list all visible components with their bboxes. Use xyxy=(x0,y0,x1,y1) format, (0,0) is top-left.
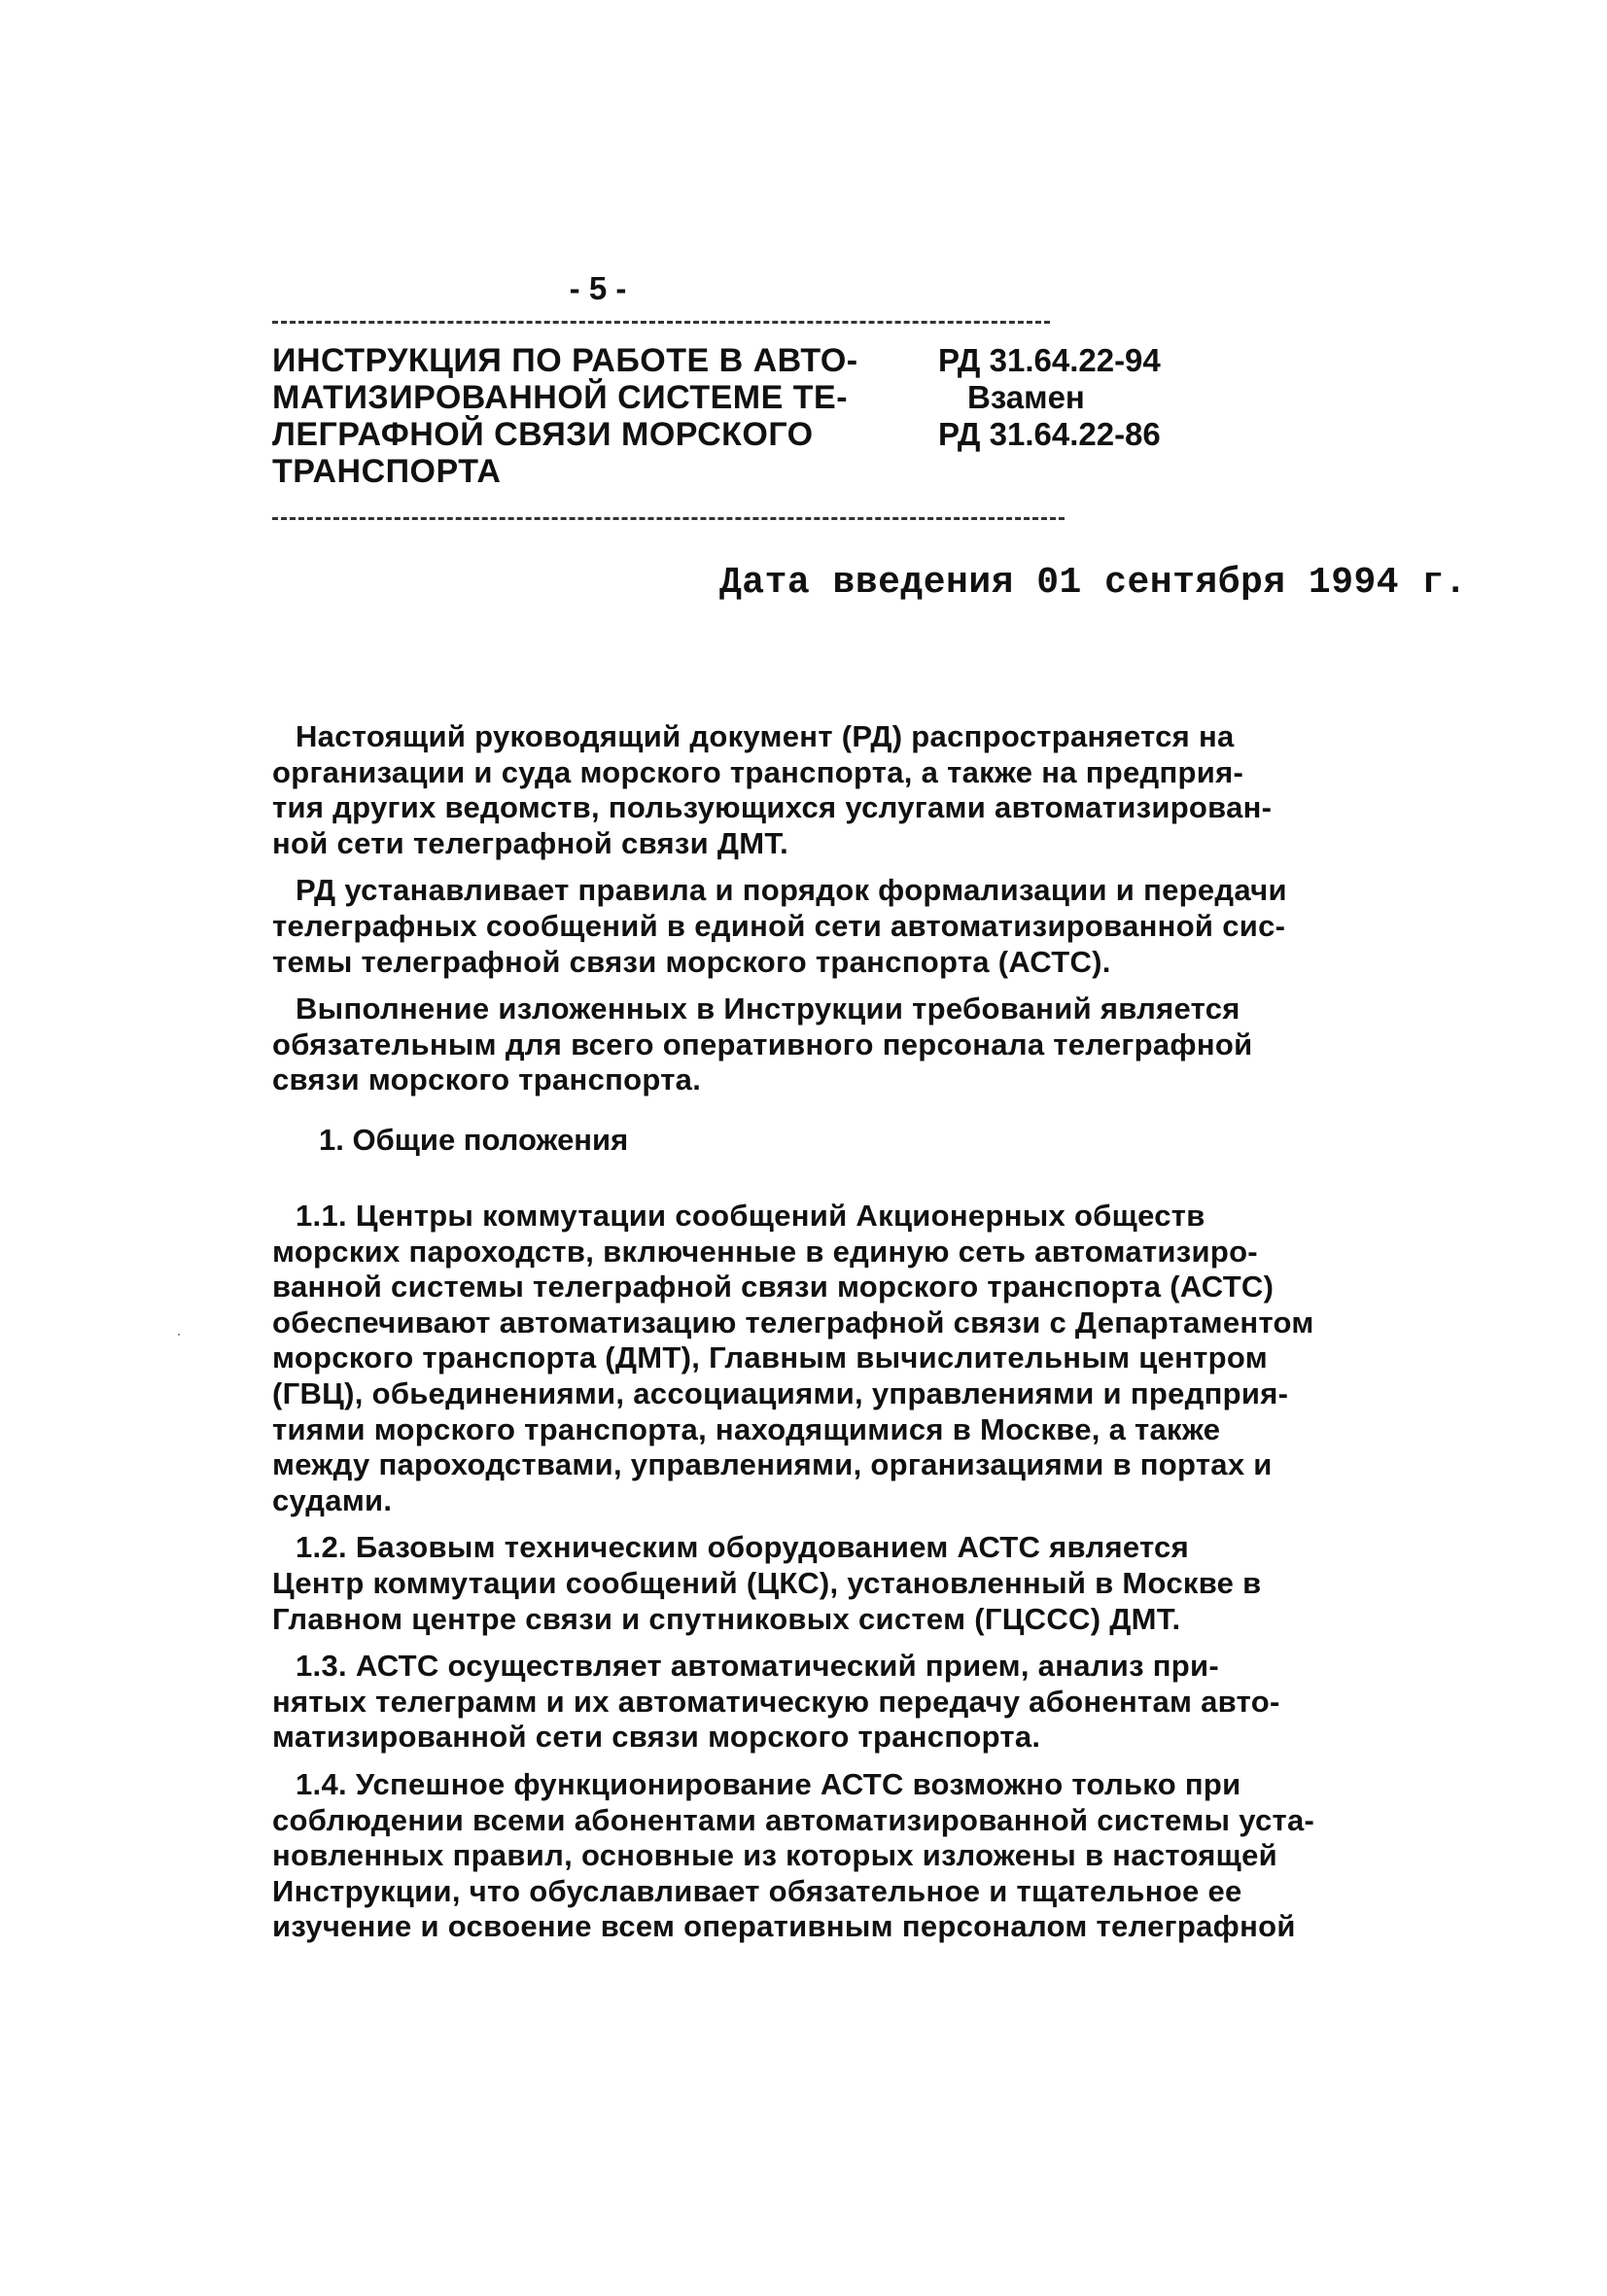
section-text xyxy=(272,1199,1371,1957)
header-divider-bottom xyxy=(272,517,1065,520)
text-line: ванной системы телеграфной связи морского транспорта (АСТС) xyxy=(272,1270,1275,1305)
title-line: ТРАНСПОРТА xyxy=(272,453,502,490)
text-line: изучение и освоение всем оперативным персоналом телеграфной xyxy=(272,1909,1296,1944)
text-line: нятых телеграмм и их автоматическую передачу абонентам авто- xyxy=(272,1684,1280,1719)
paragraph-1-2 xyxy=(272,1530,1371,1637)
text-line: связи морского транспорта. xyxy=(272,1062,702,1097)
text-line: соблюдении всеми абонентами автоматизированной системы уста- xyxy=(272,1802,1315,1837)
text-line: морского транспорта (ДМТ), Главным вычислительным центром xyxy=(272,1340,1268,1375)
paragraph xyxy=(272,991,1371,1098)
text-line: морских пароходств, включенные в единую сеть автоматизиро- xyxy=(272,1234,1258,1269)
title-line: ИНСТРУКЦИЯ ПО РАБОТЕ В АВТО- xyxy=(272,342,858,379)
text-line: ной сети телеграфной связи ДМТ. xyxy=(272,825,789,860)
text-line: между пароходствами, управлениями, организациями в портах и xyxy=(272,1447,1273,1482)
text-line: РД устанавливает правила и порядок формализации и передачи xyxy=(296,873,1287,908)
text-line: обеспечивают автоматизацию телеграфной связи с Департаментом xyxy=(272,1305,1314,1339)
section-heading: 1. Общие положения xyxy=(319,1123,629,1157)
title-line: МАТИЗИРОВАННОЙ СИСТЕМЕ ТЕ- xyxy=(272,379,849,416)
text-line: обязательным для всего оперативного персонала телеграфной xyxy=(272,1026,1253,1061)
text-line: тия других ведомств, пользующихся услугами автоматизирован- xyxy=(272,790,1273,825)
text-line: 1.3. АСТС осуществляет автоматический прием, анализ при- xyxy=(296,1649,1219,1684)
text-line: телеграфных сообщений в единой сети автоматизированной сис- xyxy=(272,908,1286,943)
text-line: Центр коммутации сообщений (ЦКС), установленный в Москве в xyxy=(272,1565,1262,1600)
scan-speck xyxy=(178,1334,180,1336)
header-divider-top xyxy=(272,321,1050,324)
replaces-label: Взамен xyxy=(967,379,1085,415)
introduction-date: Дата введения 01 сентября 1994 г. xyxy=(719,562,1468,604)
text-line: 1.1. Центры коммутации сообщений Акционерных обществ xyxy=(296,1199,1205,1233)
text-line: Главном центре связи и спутниковых систем (ГЦССС) ДМТ. xyxy=(272,1601,1181,1636)
replaced-document-code: РД 31.64.22-86 xyxy=(938,416,1161,452)
text-line: новленных правил, основные из которых изложены в настоящей xyxy=(272,1838,1278,1873)
paragraph xyxy=(272,873,1371,980)
title-line: ЛЕГРАФНОЙ СВЯЗИ МОРСКОГО xyxy=(272,416,814,453)
text-line: организации и суда морского транспорта, а также на предприя- xyxy=(272,754,1244,789)
document-code-block xyxy=(938,342,1230,453)
text-line: Инструкции, что обуславливает обязательное и тщательное ее xyxy=(272,1873,1242,1908)
paragraph-1-1 xyxy=(272,1199,1371,1518)
intro-text xyxy=(272,719,1371,1110)
text-line: матизированной сети связи морского транспорта. xyxy=(272,1720,1041,1755)
text-line: тиями морского транспорта, находящимися в Москве, а также xyxy=(272,1411,1221,1446)
text-line: Настоящий руководящий документ (РД) распространяется на xyxy=(296,719,1235,753)
document-code: РД 31.64.22-94 xyxy=(938,342,1161,378)
document-title xyxy=(272,342,875,490)
text-line: 1.4. Успешное функционирование АСТС возможно только при xyxy=(296,1766,1241,1801)
text-line: 1.2. Базовым техническим оборудованием АСТС является xyxy=(296,1530,1189,1565)
paragraph xyxy=(272,719,1371,861)
paragraph-1-3 xyxy=(272,1649,1371,1756)
page-number: - 5 - xyxy=(569,270,627,306)
text-line: судами. xyxy=(272,1482,393,1517)
paragraph-1-4 xyxy=(272,1767,1371,1945)
text-line: (ГВЦ), обьединениями, ассоциациями, управлениями и предприя- xyxy=(272,1375,1289,1410)
text-line: Выполнение изложенных в Инструкции требований является xyxy=(296,991,1240,1026)
text-line: темы телеграфной связи морского транспорта (АСТС). xyxy=(272,944,1111,979)
